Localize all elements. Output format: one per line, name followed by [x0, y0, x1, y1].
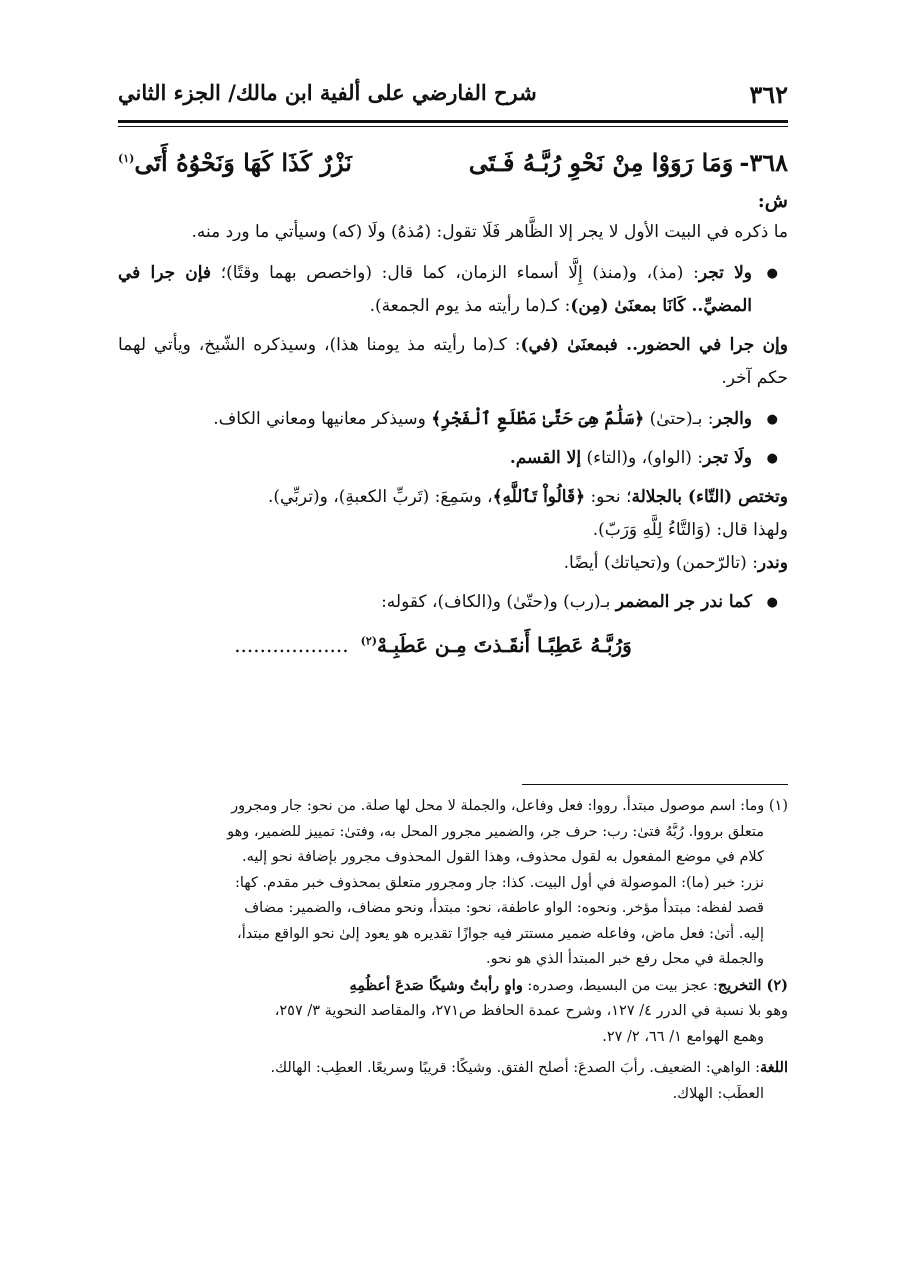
text-run: بـ(رب) و(حتّىٰ) و(الكاف)، كقوله:: [381, 592, 616, 612]
bold-run: فإن جرا في المضيِّ.. كَانَا بمعنَىٰ (مِن): [118, 263, 752, 316]
text-run: : (الواو)، و(التاء): [581, 448, 704, 468]
bold-run: اللغة: [759, 1059, 788, 1076]
bullet-waw-ta: [118, 442, 788, 475]
bold-run: واهٍ رأبتُ وشيكًا صَدعَ أعظُمِهِ: [349, 976, 523, 994]
footnote-2-line: وهمع الهوامع ١/ ٦٦، ٢/ ٢٧.: [602, 1028, 764, 1045]
footnote-lang-line: [118, 1055, 788, 1082]
bullet-icon: ●: [766, 595, 778, 610]
footnote-1-line: (١) وما: اسم موصول مبتدأ. رووا: فعل وفاعل، والجملة لا محل لها صلة. من نحو: جار ومجرور: [231, 798, 788, 814]
verse-hemistich-2: نَزْرٌ كَذَا كَهَا وَنَحْوُهُ أَتَى: [134, 148, 352, 177]
page-number: ٣٦٢: [749, 80, 788, 109]
quran-quote: ﴿قَالُواْ تَٱللَّهِ﴾: [492, 487, 586, 507]
text-run: : بـ(حتىٰ): [644, 409, 714, 429]
running-title: شرح الفارضي على ألفية ابن مالك/ الجزء الثاني: [118, 80, 537, 105]
paragraph-5: [118, 547, 788, 580]
footnote-1-line: قصد لفظه: مبتدأ مؤخر. ونحوه: الواو عاطفة، نحو: مبتدأ، ونحو مضاف، والضمير: مضاف: [244, 900, 764, 916]
text-run: : الواهي: الضعيف. رأبَ الصدعَ: أصلح الفتق. وشيكًا: قريبًا وسريعًا. العطِب: الهالك.: [270, 1060, 760, 1076]
poetry-quote: [118, 629, 788, 662]
text-run: ، وسَمِعَ: (تَربِّ الكعبةِ)، و(تربِّي).: [267, 487, 493, 507]
bullet-mudh-mundh: [118, 257, 788, 323]
bold-run: ولَا تجر: [703, 448, 752, 468]
paragraph-3: [118, 481, 788, 514]
verse-number: ٣٦٨-: [739, 148, 788, 177]
bullet-icon: ●: [766, 451, 778, 466]
verse-hemistich-1: وَمَا رَوَوْا مِنْ نَحْوِ رُبَّـهُ فَـتَى: [468, 148, 734, 177]
footnote-1-line: متعلق برووا. رُبَّهُ فتىٰ: رب: حرف جر، والضمير مجرور المحل به، وفتىٰ: تمييز للضمير، وهو: [227, 823, 764, 840]
footnote-separator: [522, 784, 788, 785]
main-content: [118, 140, 788, 662]
verse-line: [118, 140, 788, 186]
footnote-1-line: إليه. أتىٰ: فعل ماض، وفاعله ضمير مستتر فيه جوازًا تقديره هو يعود إلىٰ نحو الواقع مبتدأ،: [237, 925, 764, 942]
text-run: : (مذ)، و(منذ) إِلَّا أسماء الزمان، كما قال: (واخصص بهما وقتًا)؛: [211, 263, 699, 283]
text-run: ؛ نحو:: [585, 487, 632, 507]
text-run: وسيذكر معانيها ومعاني الكاف.: [213, 409, 432, 429]
page-header: [118, 74, 788, 114]
bold-run: والجر: [713, 409, 752, 429]
quote-dots: ..................: [234, 633, 349, 657]
quote-text: وَرُبَّـهُ عَطِبًـا أَنقَـذتَ مِـن عَطَبِـهْ: [376, 633, 632, 657]
footnote-1-line: والجملة في محل رفع خبر المبتدأ الذي هو نحو.: [485, 951, 764, 967]
footnote-ref-1[interactable]: (١): [118, 152, 135, 165]
bullet-pronoun: [118, 586, 788, 619]
bold-run: وإن جرا في الحضور.. فبمعنَىٰ (في): [520, 335, 788, 355]
footnote-1-line: كلام في موضع المفعول به لقول محذوف، وهذا القول المحذوف مجرور بإضافة نحو إليه.: [241, 849, 764, 865]
text-run: : كـ(ما رأيته مذ يومنا هذا)، وسيذكره الشّيخ، ويأتي لهما حكم آخر.: [118, 335, 788, 388]
verse-first-half: [453, 140, 788, 186]
paragraph-2: [118, 329, 788, 395]
text-run: : كـ(ما رأيته مذ يوم الجمعة).: [369, 296, 571, 316]
bullet-icon: ●: [766, 266, 778, 281]
bold-run: إلا القسم.: [509, 448, 582, 468]
header-rule: [118, 120, 788, 123]
bold-run: وندر: [757, 553, 788, 573]
footnotes: [118, 794, 788, 1107]
bold-run: كما ندر جر المضمر: [615, 592, 752, 612]
footnote-1-line: نزر: خبر (ما): الموصولة في أول البيت. كذا: جار ومجرور متعلق بمحذوف خبر مقدم. كها:: [234, 874, 764, 891]
footnote-lang-line: العطَب: الهلاك.: [672, 1085, 764, 1102]
footnote-2-line: [118, 973, 788, 1000]
paragraph-1: ما ذكره في البيت الأول لا يجر إلا الظَّاهر فَلَا تقول: (مُذهُ) ولَا (كه) وسيأتي ما ورد منه.: [191, 222, 788, 242]
verse-second-half: [118, 140, 453, 186]
bold-run: ولا تجر: [698, 263, 752, 283]
bold-run: وتختص (التّاء) بالجلالة: [631, 487, 788, 507]
quran-quote: ﴿سَلَٰمٌ هِىَ حَتَّىٰ مَطْلَعِ ٱلْفَجْرِ﴾: [431, 409, 645, 429]
paragraph-4: ولهذا قال: (وَالتَّاءُ لِلَّهِ وَرَبّ).: [592, 520, 788, 540]
header-rule-thin: [118, 126, 788, 127]
footnote-ref-2[interactable]: (٢): [360, 634, 377, 648]
bullet-icon: ●: [766, 412, 778, 427]
bullet-hatta: [118, 403, 788, 436]
text-run: : عجز بيت من البسيط، وصدره:: [522, 977, 718, 994]
footnote-2-line: وهو بلا نسبة في الدرر ٤/ ١٢٧، وشرح عمدة الحافظ ص٢٧١، والمقاصد النحوية ٣/ ٢٥٧،: [274, 1003, 788, 1019]
text-run: : (تالرّحمن) و(تحياتك) أيضًا.: [563, 553, 758, 573]
sharh-label: ش:: [757, 190, 788, 212]
bold-run: (٢) التخريج: [717, 976, 788, 994]
